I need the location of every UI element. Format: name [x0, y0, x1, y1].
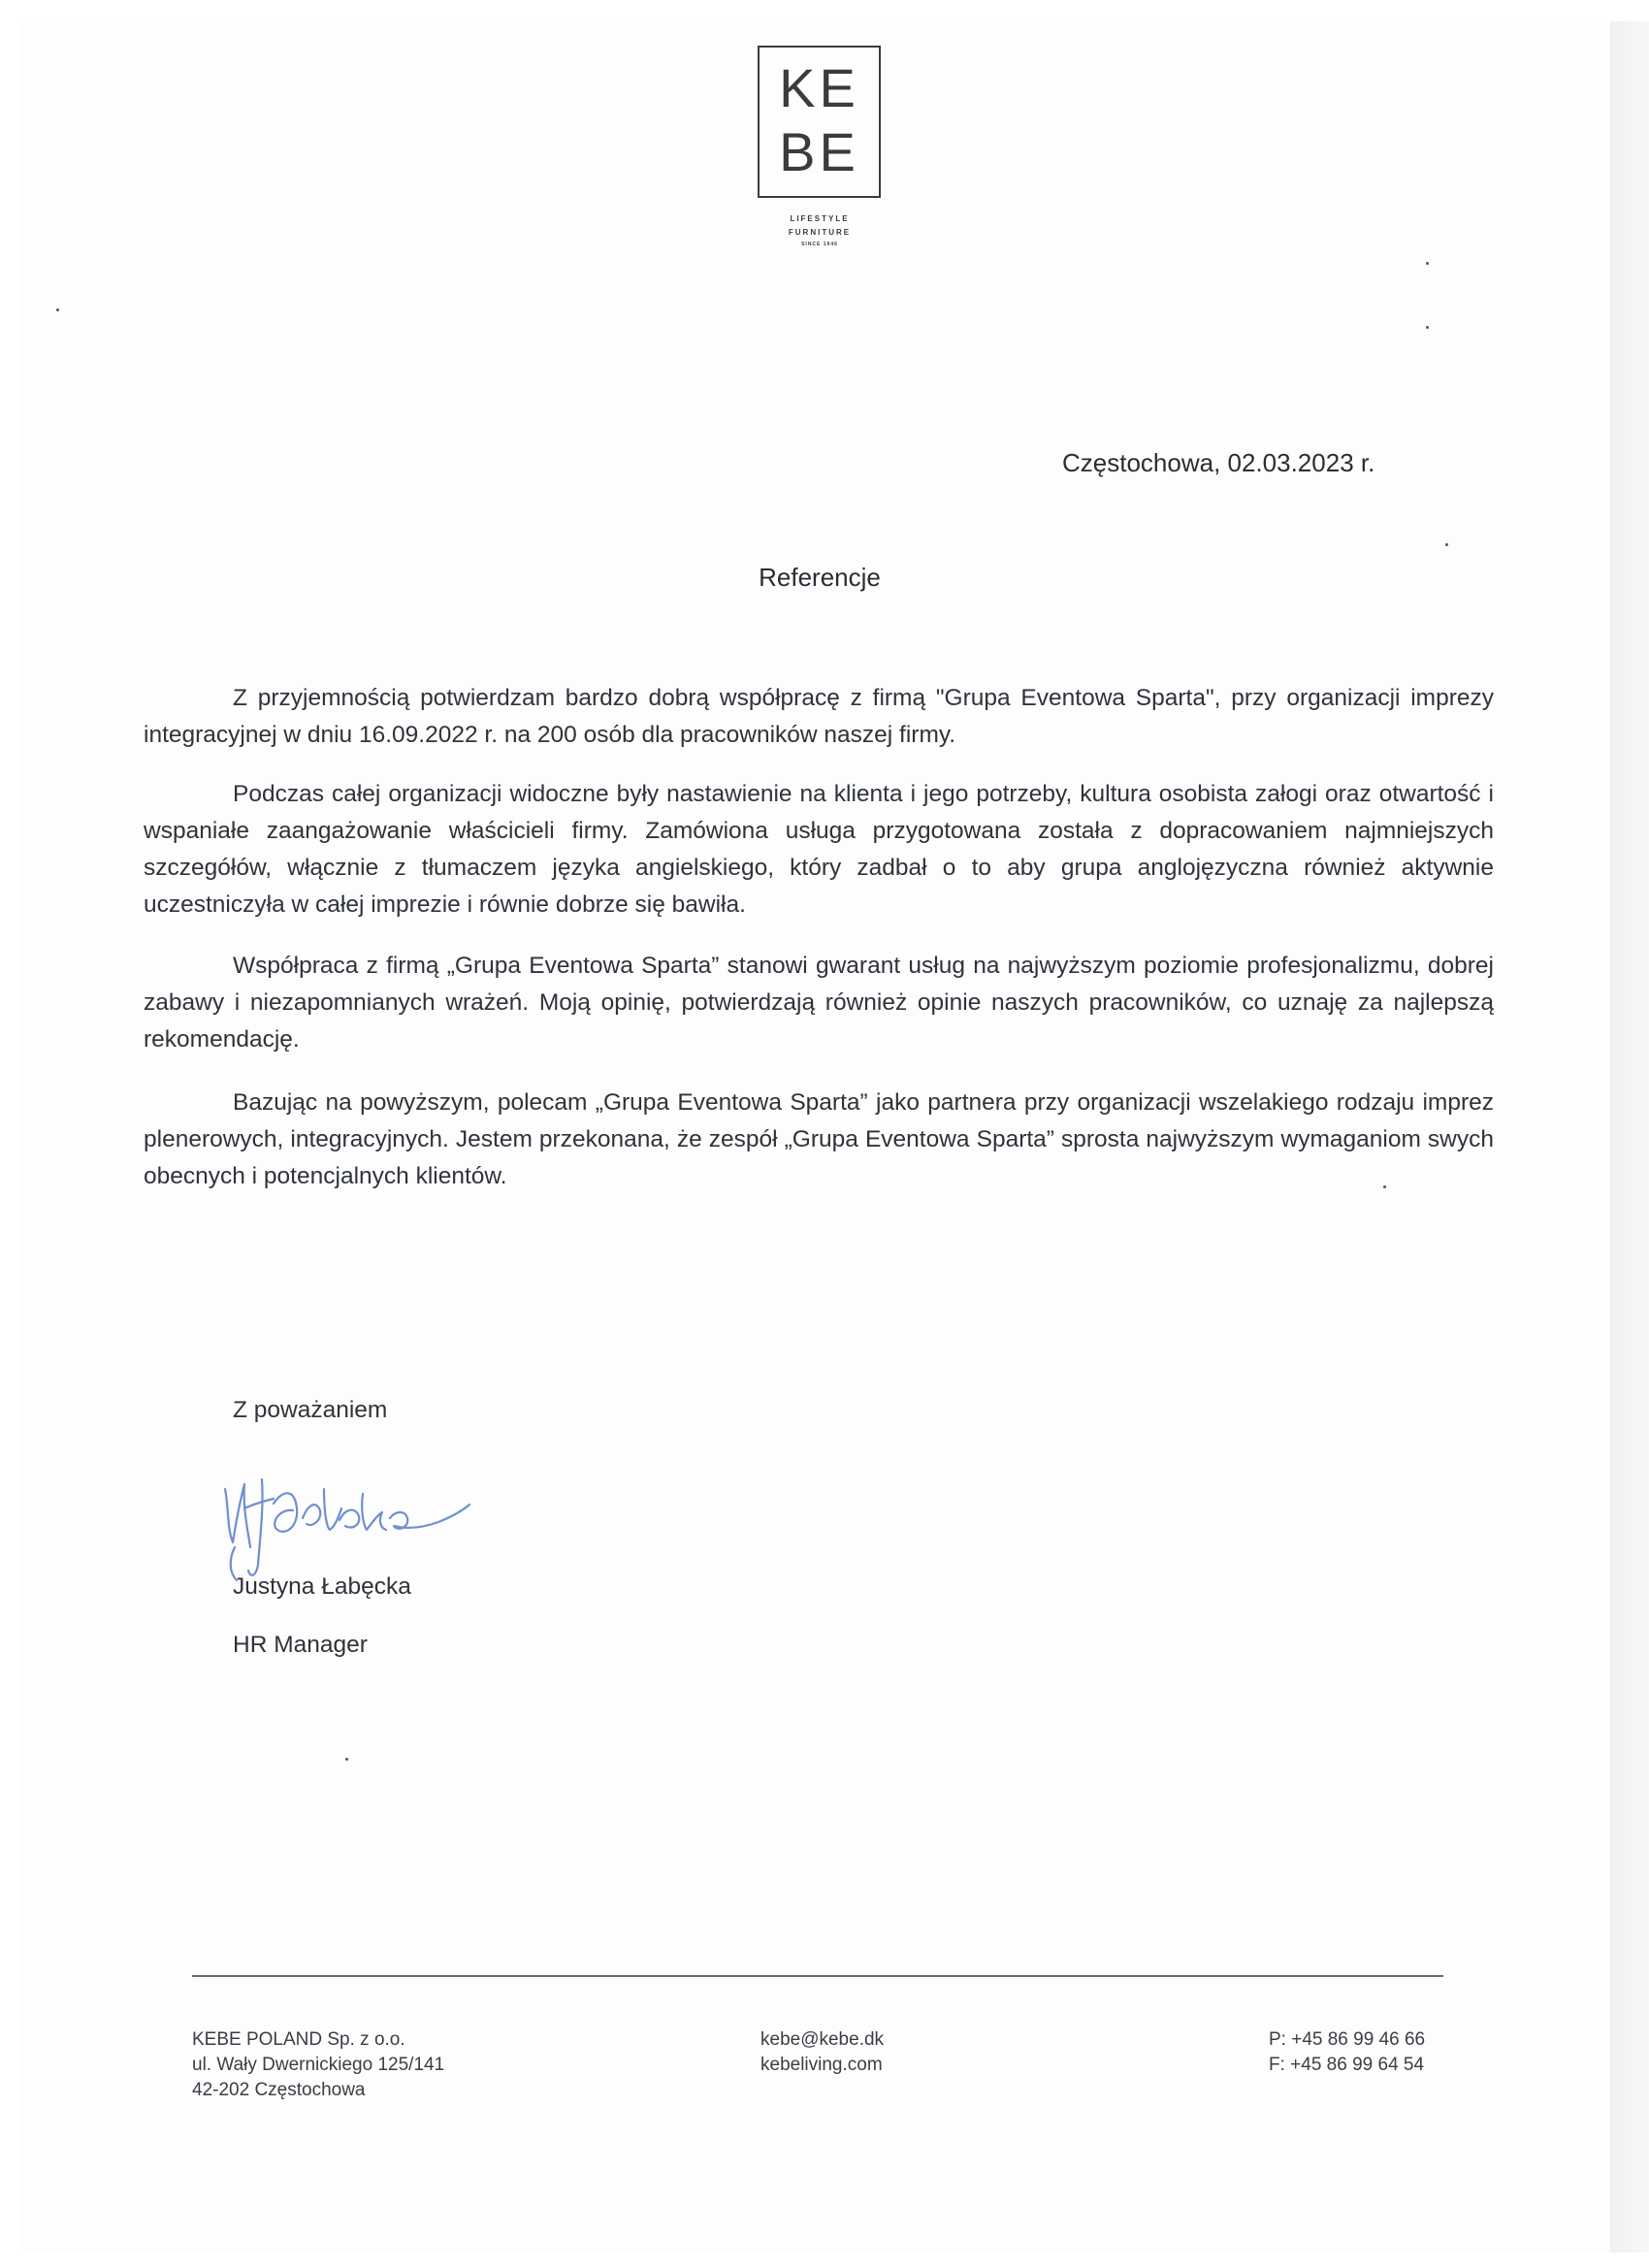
- body-paragraph-2-text: Podczas całej organizacji widoczne były nastawienie na klienta i jego potrzeby, kultura osobista załogi oraz otwartość i wspaniałe zaangażowanie właścicieli firmy. Zamówiona usługa przygotowana została z dopracowaniem najmniejszych szczegółów, włącznie z tłumaczem języka angielskiego, który zadbał o to aby grupa anglojęzyczna również aktywnie uczestniczyła w całej imprezie i równie dobrze się bawiła.: [144, 781, 1494, 918]
- footer-email: kebe@kebe.dk: [760, 2029, 885, 2050]
- scan-speck: [1426, 262, 1429, 265]
- footer-contact: [760, 2027, 884, 2078]
- footer-phones: [1269, 2027, 1425, 2078]
- logo-line-1: KE: [779, 57, 859, 118]
- scan-speck: [345, 1758, 348, 1761]
- body-paragraph-2: [144, 776, 1494, 923]
- footer-company: KEBE POLAND Sp. z o.o.: [192, 2029, 405, 2050]
- body-paragraph-1: [144, 680, 1494, 754]
- scan-edge: [1610, 21, 1649, 2252]
- footer-divider: [192, 1975, 1443, 1977]
- scan-speck: [1426, 326, 1429, 329]
- logo-tagline-1: LIFESTYLE: [790, 214, 850, 223]
- signer-role: HR Manager: [233, 1632, 368, 1658]
- body-paragraph-3-text: Współpraca z firmą „Grupa Eventowa Sparta” stanowi gwarant usług na najwyższym poziomie profesjonalizmu, dobrej zabawy i niezapomnianych wrażeń. Moją opinię, potwierdzają również opinie naszych pracowników, co uznaję za najlepszą rekomendację.: [144, 953, 1494, 1053]
- letter-date: Częstochowa, 02.03.2023 r.: [1062, 448, 1375, 477]
- footer-fax: F: +45 86 99 64 54: [1269, 2055, 1425, 2075]
- logo-tagline-2: FURNITURE: [788, 228, 852, 237]
- body-paragraph-4-text: Bazując na powyższym, polecam „Grupa Eventowa Sparta” jako partnera przy organizacji wszelakiego rodzaju imprez plenerowych, integracyjnych. Jestem przekonana, że zespół „Grupa Eventowa Sparta” sprosta najwyższym wymaganiom swych obecnych i potencjalnych klientów.: [144, 1089, 1494, 1189]
- body-paragraph-4: [144, 1085, 1494, 1195]
- signer-name: Justyna Łabęcka: [233, 1573, 411, 1600]
- closing-salutation: Z poważaniem: [233, 1397, 388, 1423]
- footer-city: 42-202 Częstochowa: [192, 2080, 366, 2100]
- logo-line-2: BE: [779, 121, 859, 182]
- scan-speck: [1445, 543, 1448, 546]
- footer-address: [192, 2027, 444, 2103]
- body-paragraph-3: [144, 948, 1494, 1058]
- body-paragraph-1-text: Z przyjemnością potwierdzam bardzo dobrą współpracę z firmą "Grupa Eventowa Sparta", przy organizacji imprezy integracyjnej w dniu 16.09.2022 r. na 200 osób dla pracowników naszej firmy.: [144, 685, 1494, 748]
- scan-speck: [1383, 1185, 1386, 1188]
- footer-website: kebeliving.com: [760, 2055, 883, 2075]
- kebe-logo: [758, 46, 881, 198]
- scan-speck: [56, 308, 59, 311]
- footer-street: ul. Wały Dwernickiego 125/141: [192, 2055, 445, 2075]
- logo-tagline-3: SINCE 1946: [801, 242, 838, 247]
- letter-title: Referencje: [759, 563, 881, 592]
- footer-phone: P: +45 86 99 46 66: [1269, 2029, 1426, 2050]
